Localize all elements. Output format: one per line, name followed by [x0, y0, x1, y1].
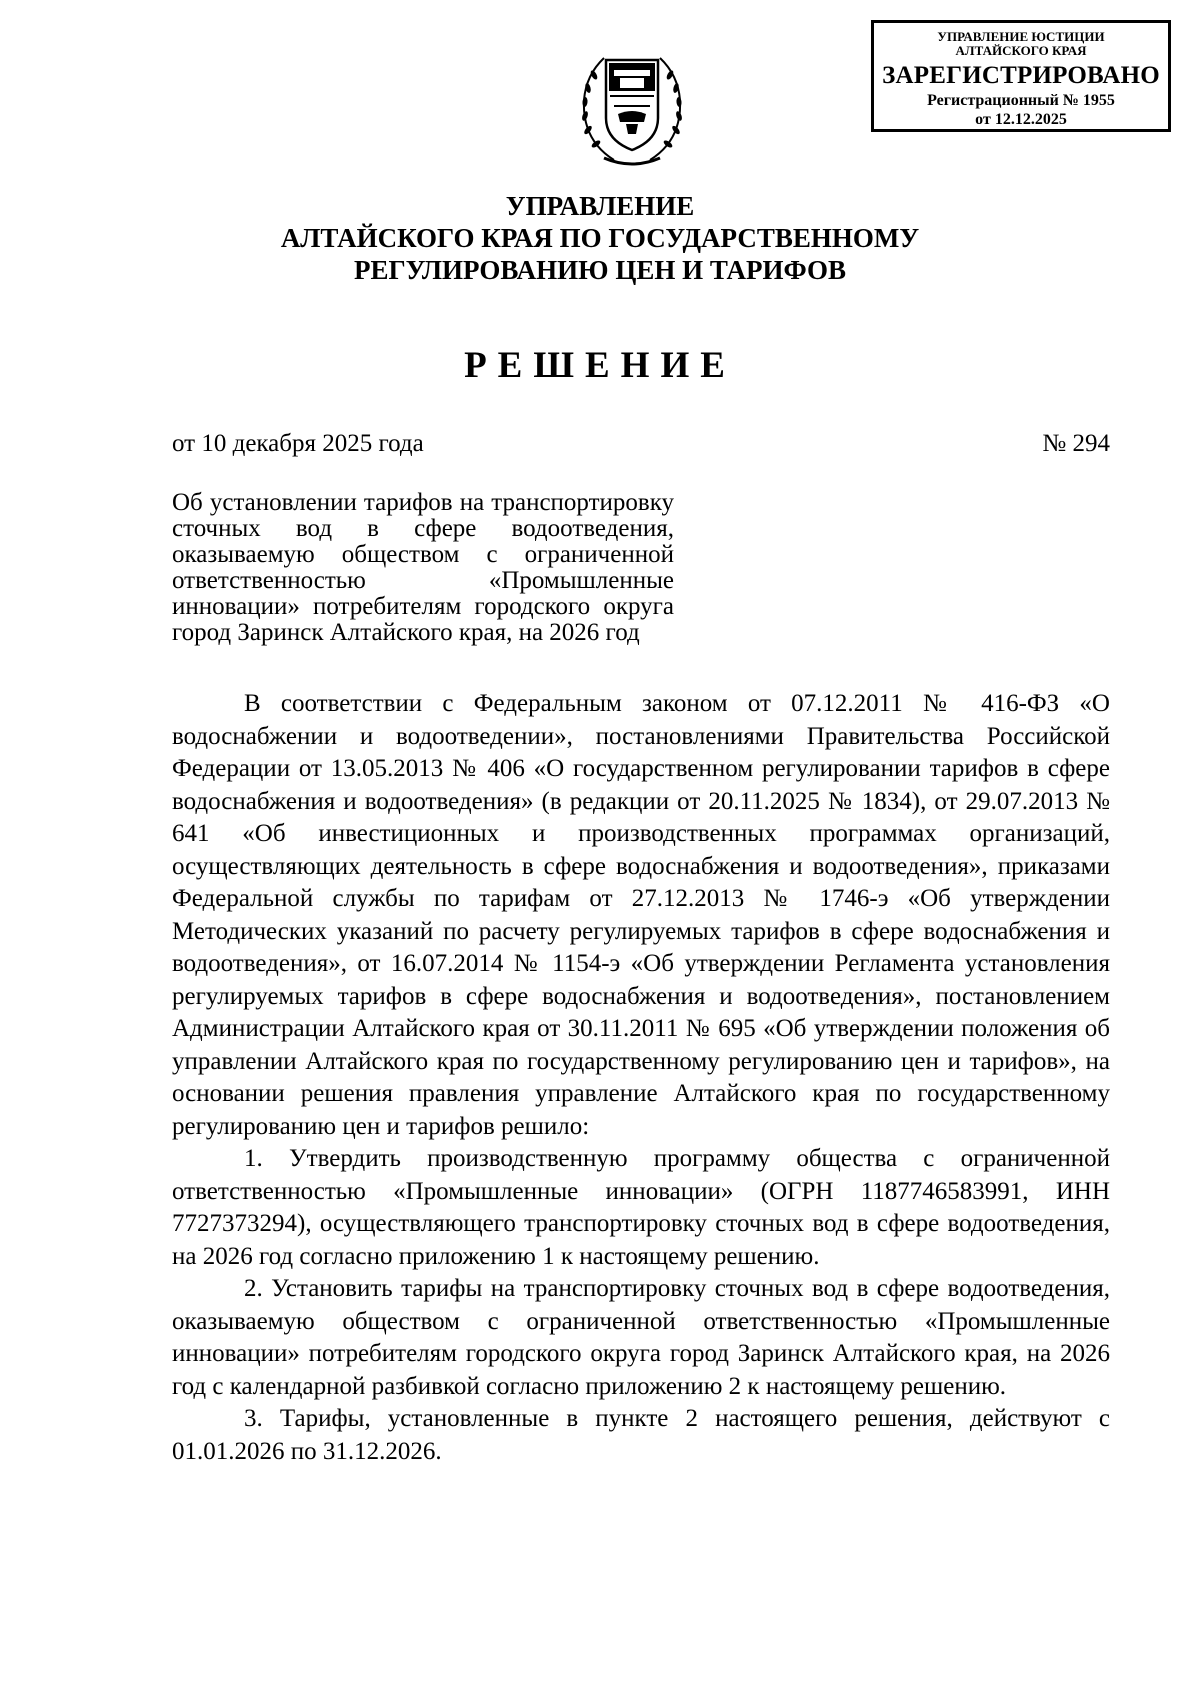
- item-2-paragraph: 2. Установить тарифы на транспортировку сточных вод в сфере водоотведения, оказываемую обществом с ограниченной ответственностью «Промышленные инновации» потребителям городского округа город Заринск Алтайского края, на 2026 год с календарной разбивкой согласно приложению 2 к настоящему решению.: [172, 1275, 1110, 1400]
- agency-name: [150, 190, 1050, 286]
- agency-name-line3: РЕГУЛИРОВАНИЮ ЦЕН И ТАРИФОВ: [353, 255, 847, 285]
- item-3-paragraph: 3. Тарифы, установленные в пункте 2 настоящего решения, действуют с 01.01.2026 по 31.12.2026.: [172, 1405, 1110, 1465]
- agency-name-line2: АЛТАЙСКОГО КРАЯ ПО ГОСУДАРСТВЕННОМУ: [280, 223, 920, 253]
- stamp-authority-line2: АЛТАЙСКОГО КРАЯ: [955, 43, 1087, 58]
- stamp-registration-number: Регистрационный № 1955: [927, 92, 1115, 109]
- stamp-status: ЗАРЕГИСТРИРОВАНО: [882, 62, 1160, 89]
- coat-of-arms-icon: [574, 40, 690, 172]
- document-subject: Об установлении тарифов на транспортировку сточных вод в сфере водоотведения, оказываемую обществом с ограниченной ответственностью «Промышленные инновации» потребителям городского округа город Заринск Алтайского края, на 2026 год: [172, 489, 674, 646]
- document-date: от 10 декабря 2025 года: [172, 430, 424, 457]
- document-body: [172, 688, 1110, 1468]
- document-type-title: РЕШЕНИЕ: [464, 345, 736, 386]
- agency-name-line1: УПРАВЛЕНИЕ: [505, 191, 695, 221]
- item-1-paragraph: 1. Утвердить производственную программу общества с ограниченной ответственностью «Промышленные инновации» (ОГРН 1187746583991, ИНН 7727373294), осуществляющего транспортировку сточных вод в сфере водоотведения, на 2026 год согласно приложению 1 к настоящему решению.: [172, 1145, 1110, 1270]
- preamble-paragraph: В соответствии с Федеральным законом от 07.12.2011 № 416-ФЗ «О водоснабжении и водоотведении», постановлениями Правительства Российской Федерации от 13.05.2013 № 406 «О государственном регулировании тарифов в сфере водоснабжения и водоотведения» (в редакции от 20.11.2025 № 1834), от 29.07.2013 № 641 «Об инвестиционных и производственных программах организаций, осуществляющих деятельность в сфере водоснабжения и водоотведения», приказами Федеральной службы по тарифам от 27.12.2013 № 1746-э «Об утверждении Методических указаний по расчету регулируемых тарифов в сфере водоснабжения и водоотведения», от 16.07.2014 № 1154-э «Об утверждении Регламента установления регулируемых тарифов в сфере водоснабжения и водоотведения», постановлением Администрации Алтайского края от 30.11.2011 № 695 «Об утверждении положения об управлении Алтайского края по государственному регулированию цен и тарифов», на основании решения правления управление Алтайского края по государственному регулированию цен и тарифов решило:: [172, 690, 1110, 1140]
- stamp-authority-line1: УПРАВЛЕНИЕ ЮСТИЦИИ: [937, 29, 1105, 44]
- registration-stamp: [871, 20, 1171, 132]
- document-number: № 294: [1042, 430, 1110, 457]
- stamp-registration-date: от 12.12.2025: [975, 111, 1067, 128]
